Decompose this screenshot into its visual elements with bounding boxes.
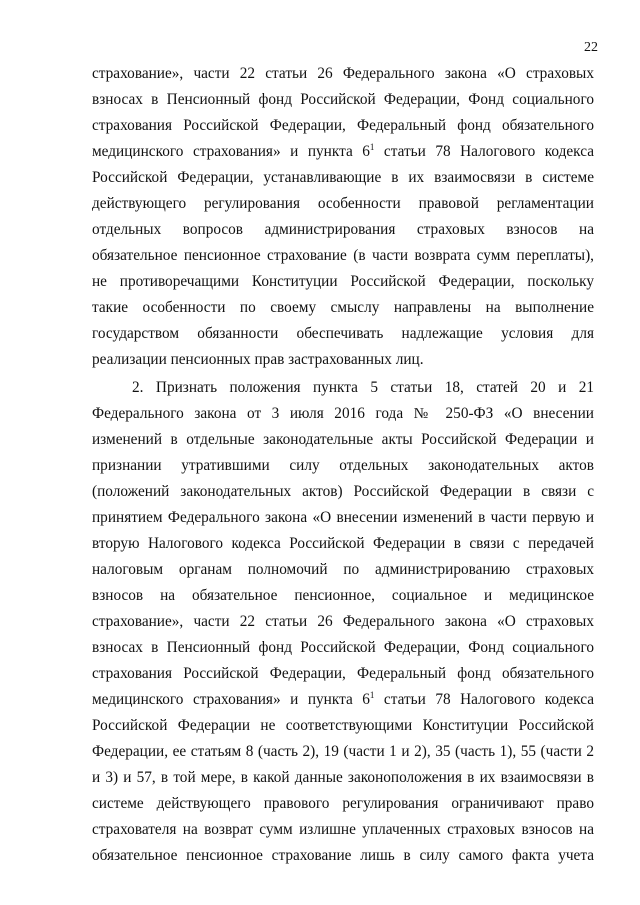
- text-line: Федерации, ее статьям 8 (часть 2), 19 (части 1 и 2), 35 (часть 1), 55 (части 2: [92, 743, 594, 760]
- text-line: (положений законодательных актов) Российской Федерации в связи с: [92, 483, 594, 500]
- text-line: Российской Федерации, устанавливающие в их взаимосвязи в системе: [92, 169, 594, 186]
- text-line: отдельных вопросов администрирования страховых взносов на: [92, 221, 594, 238]
- text-line: обязательное пенсионное страхование лишь в силу самого факта учета: [92, 847, 594, 864]
- text-line: взносах в Пенсионный фонд Российской Федерации, Фонд социального: [92, 639, 594, 656]
- text-line: признании утратившими силу отдельных законодательных актов: [92, 457, 594, 474]
- text-line: налоговым органам полномочий по администрированию страховых: [92, 561, 594, 578]
- superscript: 1: [369, 142, 375, 152]
- text-line: Федерального закона от 3 июля 2016 года № 250-ФЗ «О внесении: [92, 405, 594, 422]
- superscript: 1: [369, 690, 375, 700]
- text-line: страхования Российской Федерации, Федеральный фонд обязательного: [92, 665, 594, 682]
- text-segment: медицинского страхования» и пункта 6: [92, 143, 370, 160]
- text-line: 2. Признать положения пункта 5 статьи 18, статей 20 и 21: [132, 379, 594, 396]
- text-line: Российской Федерации не соответствующими Конституции Российской: [92, 717, 594, 734]
- text-line: взносов на обязательное пенсионное, социальное и медицинское: [92, 587, 594, 604]
- text-line: страхование», части 22 статьи 26 Федерального закона «О страховых: [92, 613, 594, 630]
- text-line: реализации пенсионных прав застрахованных лиц.: [92, 351, 424, 368]
- text-line: обязательное пенсионное страхование (в части возврата сумм переплаты),: [92, 247, 594, 264]
- text-line: такие особенности по своему смыслу направлены на выполнение: [92, 299, 594, 316]
- text-line: не противоречащими Конституции Российской Федерации, поскольку: [92, 273, 594, 290]
- text-line: принятием Федерального закона «О внесении изменений в части первую и: [92, 509, 594, 526]
- text-line: и 3) и 57, в той мере, в какой данные законоположения в их взаимосвязи в: [92, 769, 594, 786]
- text-segment: статьи 78 Налогового кодекса: [374, 691, 594, 708]
- text-line: вторую Налогового кодекса Российской Федерации в связи с передачей: [92, 535, 594, 552]
- text-line: взносах в Пенсионный фонд Российской Федерации, Фонд социального: [92, 91, 594, 108]
- page-number: 22: [584, 40, 598, 55]
- text-line: страхования Российской Федерации, Федеральный фонд обязательного: [92, 117, 594, 134]
- text-segment: статьи 78 Налогового кодекса: [374, 143, 594, 160]
- text-line: государством обязанности обеспечивать надлежащие условия для: [92, 325, 594, 342]
- text-line: страхователя на возврат сумм излишне уплаченных страховых взносов на: [92, 821, 594, 838]
- text-segment: медицинского страхования» и пункта 6: [92, 691, 370, 708]
- text-line: [92, 144, 594, 159]
- text-line: [92, 692, 594, 707]
- text-line: системе действующего правового регулирования ограничивают право: [92, 795, 594, 812]
- text-line: действующего регулирования особенности правовой регламентации: [92, 195, 594, 212]
- text-line: изменений в отдельные законодательные акты Российской Федерации и: [92, 431, 594, 448]
- text-line: страхование», части 22 статьи 26 Федерального закона «О страховых: [92, 65, 594, 82]
